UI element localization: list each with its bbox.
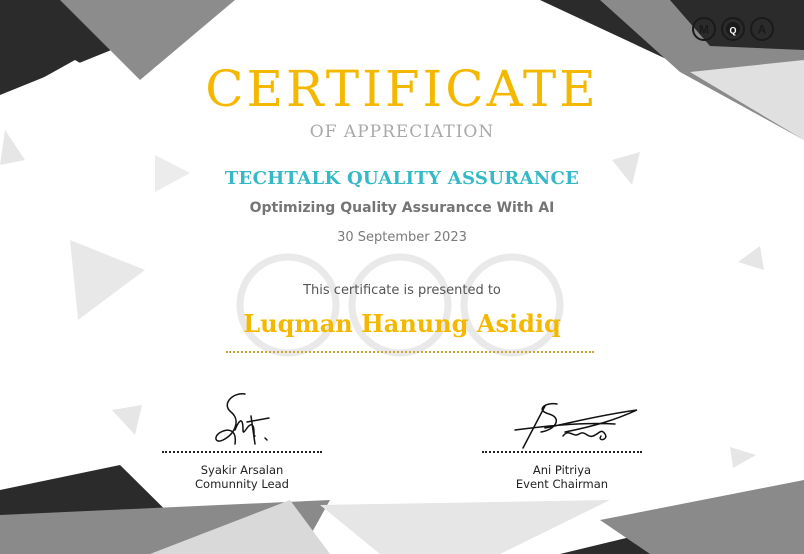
event-title: Optimizing Quality Assurancce With AI [249, 200, 555, 216]
logo-letter-m: M [699, 22, 709, 37]
signer-role: Event Chairman [515, 477, 609, 491]
logo-letter-a: A [757, 22, 767, 37]
organization-name: TECHTALK QUALITY ASSURANCE [224, 168, 580, 189]
logo-letter-q: Q [729, 25, 737, 36]
bottom-center-light-shape [320, 500, 610, 554]
signature-line-left [162, 451, 322, 453]
recipient-underline [226, 351, 594, 353]
certificate-title: CERTIFICATE [205, 60, 599, 118]
mqa-logo-mark [690, 15, 776, 43]
recipient-name: Luqman Hanung Asidiq [243, 309, 561, 338]
signer-name: Syakir Arsalan [200, 463, 284, 477]
certificate-subtitle: OF APPRECIATION [309, 122, 495, 142]
faint-triangle [112, 405, 142, 435]
faint-triangle [738, 246, 764, 270]
signer-role: Comunnity Lead [195, 477, 289, 491]
signature-ani [505, 398, 645, 458]
presented-text: This certificate is presented to [303, 283, 501, 298]
signer-name: Ani Pitriya [532, 463, 592, 477]
event-date: 30 September 2023 [337, 230, 467, 245]
mqa-logo [690, 15, 776, 43]
faint-triangle [70, 240, 145, 320]
signature-syakir [205, 390, 285, 450]
faint-triangle [730, 447, 756, 468]
watermark-logo [240, 257, 560, 353]
signature-line-right [482, 451, 642, 453]
